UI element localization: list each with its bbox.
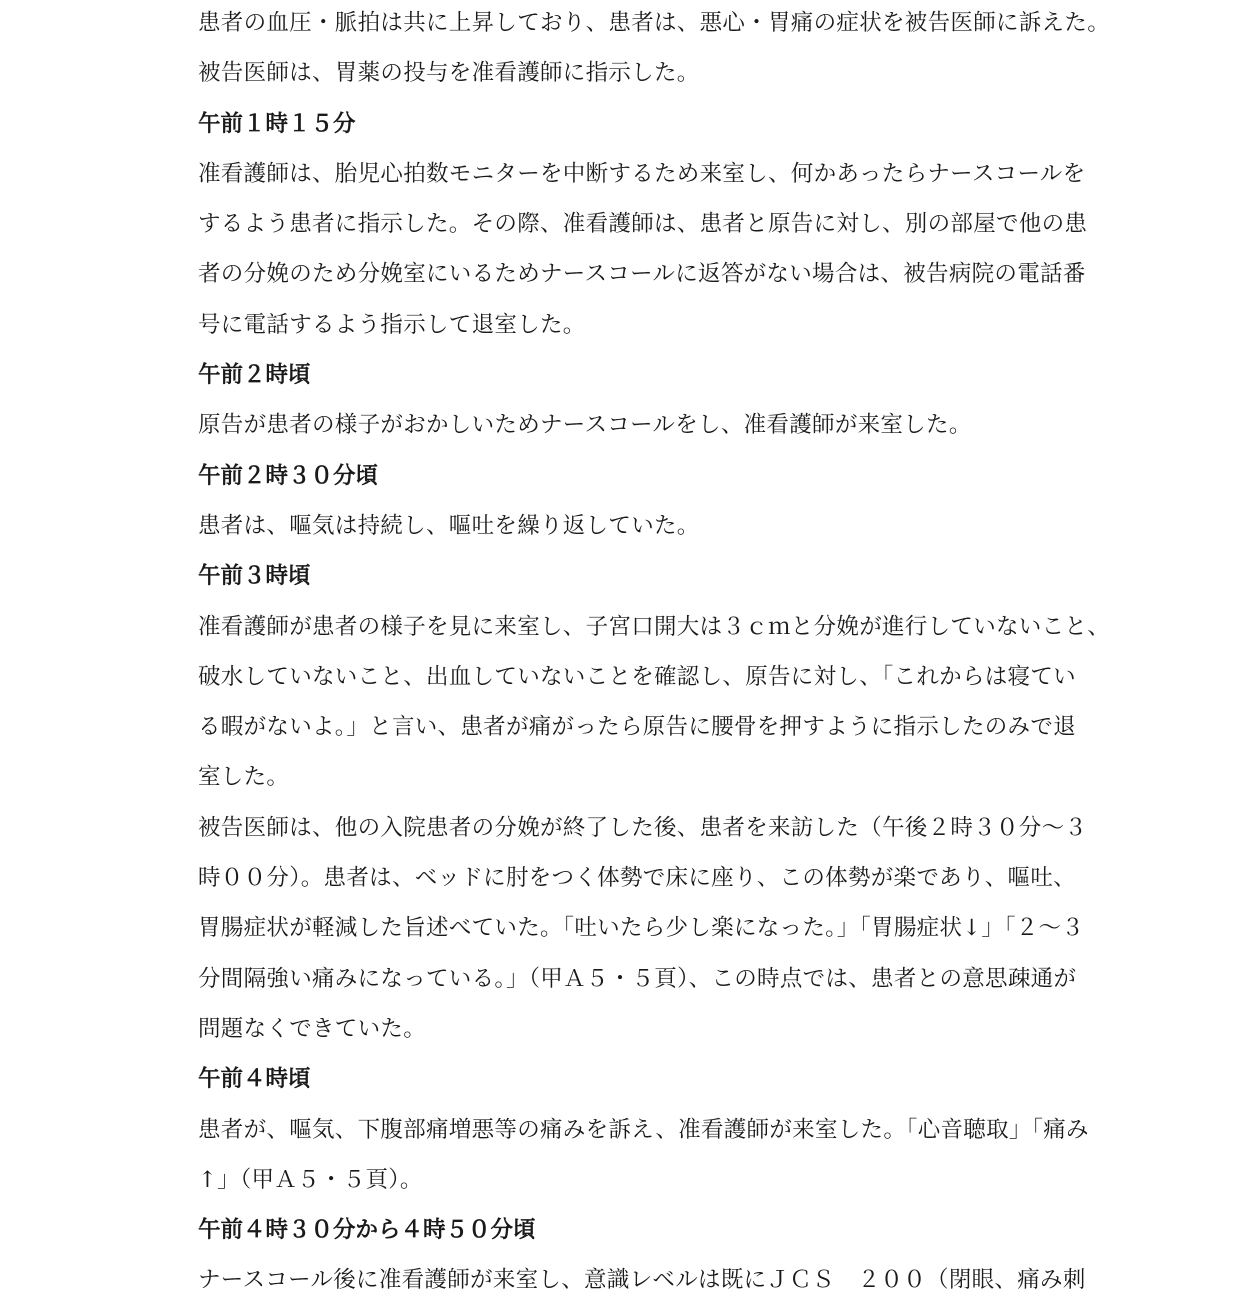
document-page bbox=[198, 0, 1118, 1306]
body-text-line: 胃腸症状が軽減した旨述べていた。「吐いたら少し楽になった。」「胃腸症状↓」「２～３ bbox=[198, 915, 1085, 942]
body-text-line: 患者が、嘔気、下腹部痛増悪等の痛みを訴え、准看護師が来室した。「心音聴取」「痛み bbox=[198, 1116, 1089, 1143]
time-heading: 午前４時頃 bbox=[198, 1066, 311, 1093]
time-heading: 午前２時３０分頃 bbox=[198, 462, 379, 489]
time-heading: 午前４時３０分から４時５０分頃 bbox=[198, 1217, 536, 1244]
body-text-line: 准看護師が患者の様子を見に来室し、子宮口開大は３ｃｍと分娩が進行していないこと、 bbox=[198, 613, 1111, 640]
body-text-line: 者の分娩のため分娩室にいるためナースコールに返答がない場合は、被告病院の電話番 bbox=[198, 261, 1086, 288]
body-text-line: 問題なくできていた。 bbox=[198, 1015, 427, 1042]
body-text-line: る暇がないよ。」と言い、患者が痛がったら原告に腰骨を押すように指示したのみで退 bbox=[198, 714, 1076, 741]
body-text-line: 破水していないこと、出血していないことを確認し、原告に対し、「これからは寝てい bbox=[198, 663, 1076, 690]
body-text-line: するよう患者に指示した。その際、准看護師は、患者と原告に対し、別の部屋で他の患 bbox=[198, 211, 1088, 238]
body-text-line: 号に電話するよう指示して退室した。 bbox=[198, 311, 586, 338]
body-text-line: 時００分）。患者は、ベッドに肘をつく体勢で床に座り、この体勢が楽であり、嘔吐、 bbox=[198, 865, 1076, 892]
body-text-line: 被告医師は、胃薬の投与を准看護師に指示した。 bbox=[198, 60, 700, 87]
body-text-line: 患者の血圧・脈拍は共に上昇しており、患者は、悪心・胃痛の症状を被告医師に訴えた。 bbox=[198, 10, 1111, 36]
time-heading: 午前１時１５分 bbox=[198, 110, 356, 137]
body-text-line: 室した。 bbox=[198, 764, 290, 791]
time-heading: 午前３時頃 bbox=[198, 563, 311, 590]
body-text-line: 准看護師は、胎児心拍数モニターを中断するため来室し、何かあったらナースコールを bbox=[198, 160, 1086, 187]
body-text-line: 被告医師は、他の入院患者の分娩が終了した後、患者を来訪した（午後２時３０分～３ bbox=[198, 814, 1088, 841]
body-text-line: 原告が患者の様子がおかしいためナースコールをし、准看護師が来室した。 bbox=[198, 412, 972, 439]
time-heading: 午前２時頃 bbox=[198, 362, 311, 389]
body-text-line: 患者は、嘔気は持続し、嘔吐を繰り返していた。 bbox=[198, 512, 700, 539]
body-text-line: ナースコール後に准看護師が来室し、意識レベルは既にＪＣＳ ２００（閉眼、痛み刺 bbox=[198, 1267, 1086, 1294]
body-text-line: ↑」（甲Ａ５・５頁）。 bbox=[198, 1166, 423, 1193]
body-text-line: 分間隔強い痛みになっている。」（甲Ａ５・５頁）、この時点では、患者との意思疎通が bbox=[198, 965, 1077, 992]
